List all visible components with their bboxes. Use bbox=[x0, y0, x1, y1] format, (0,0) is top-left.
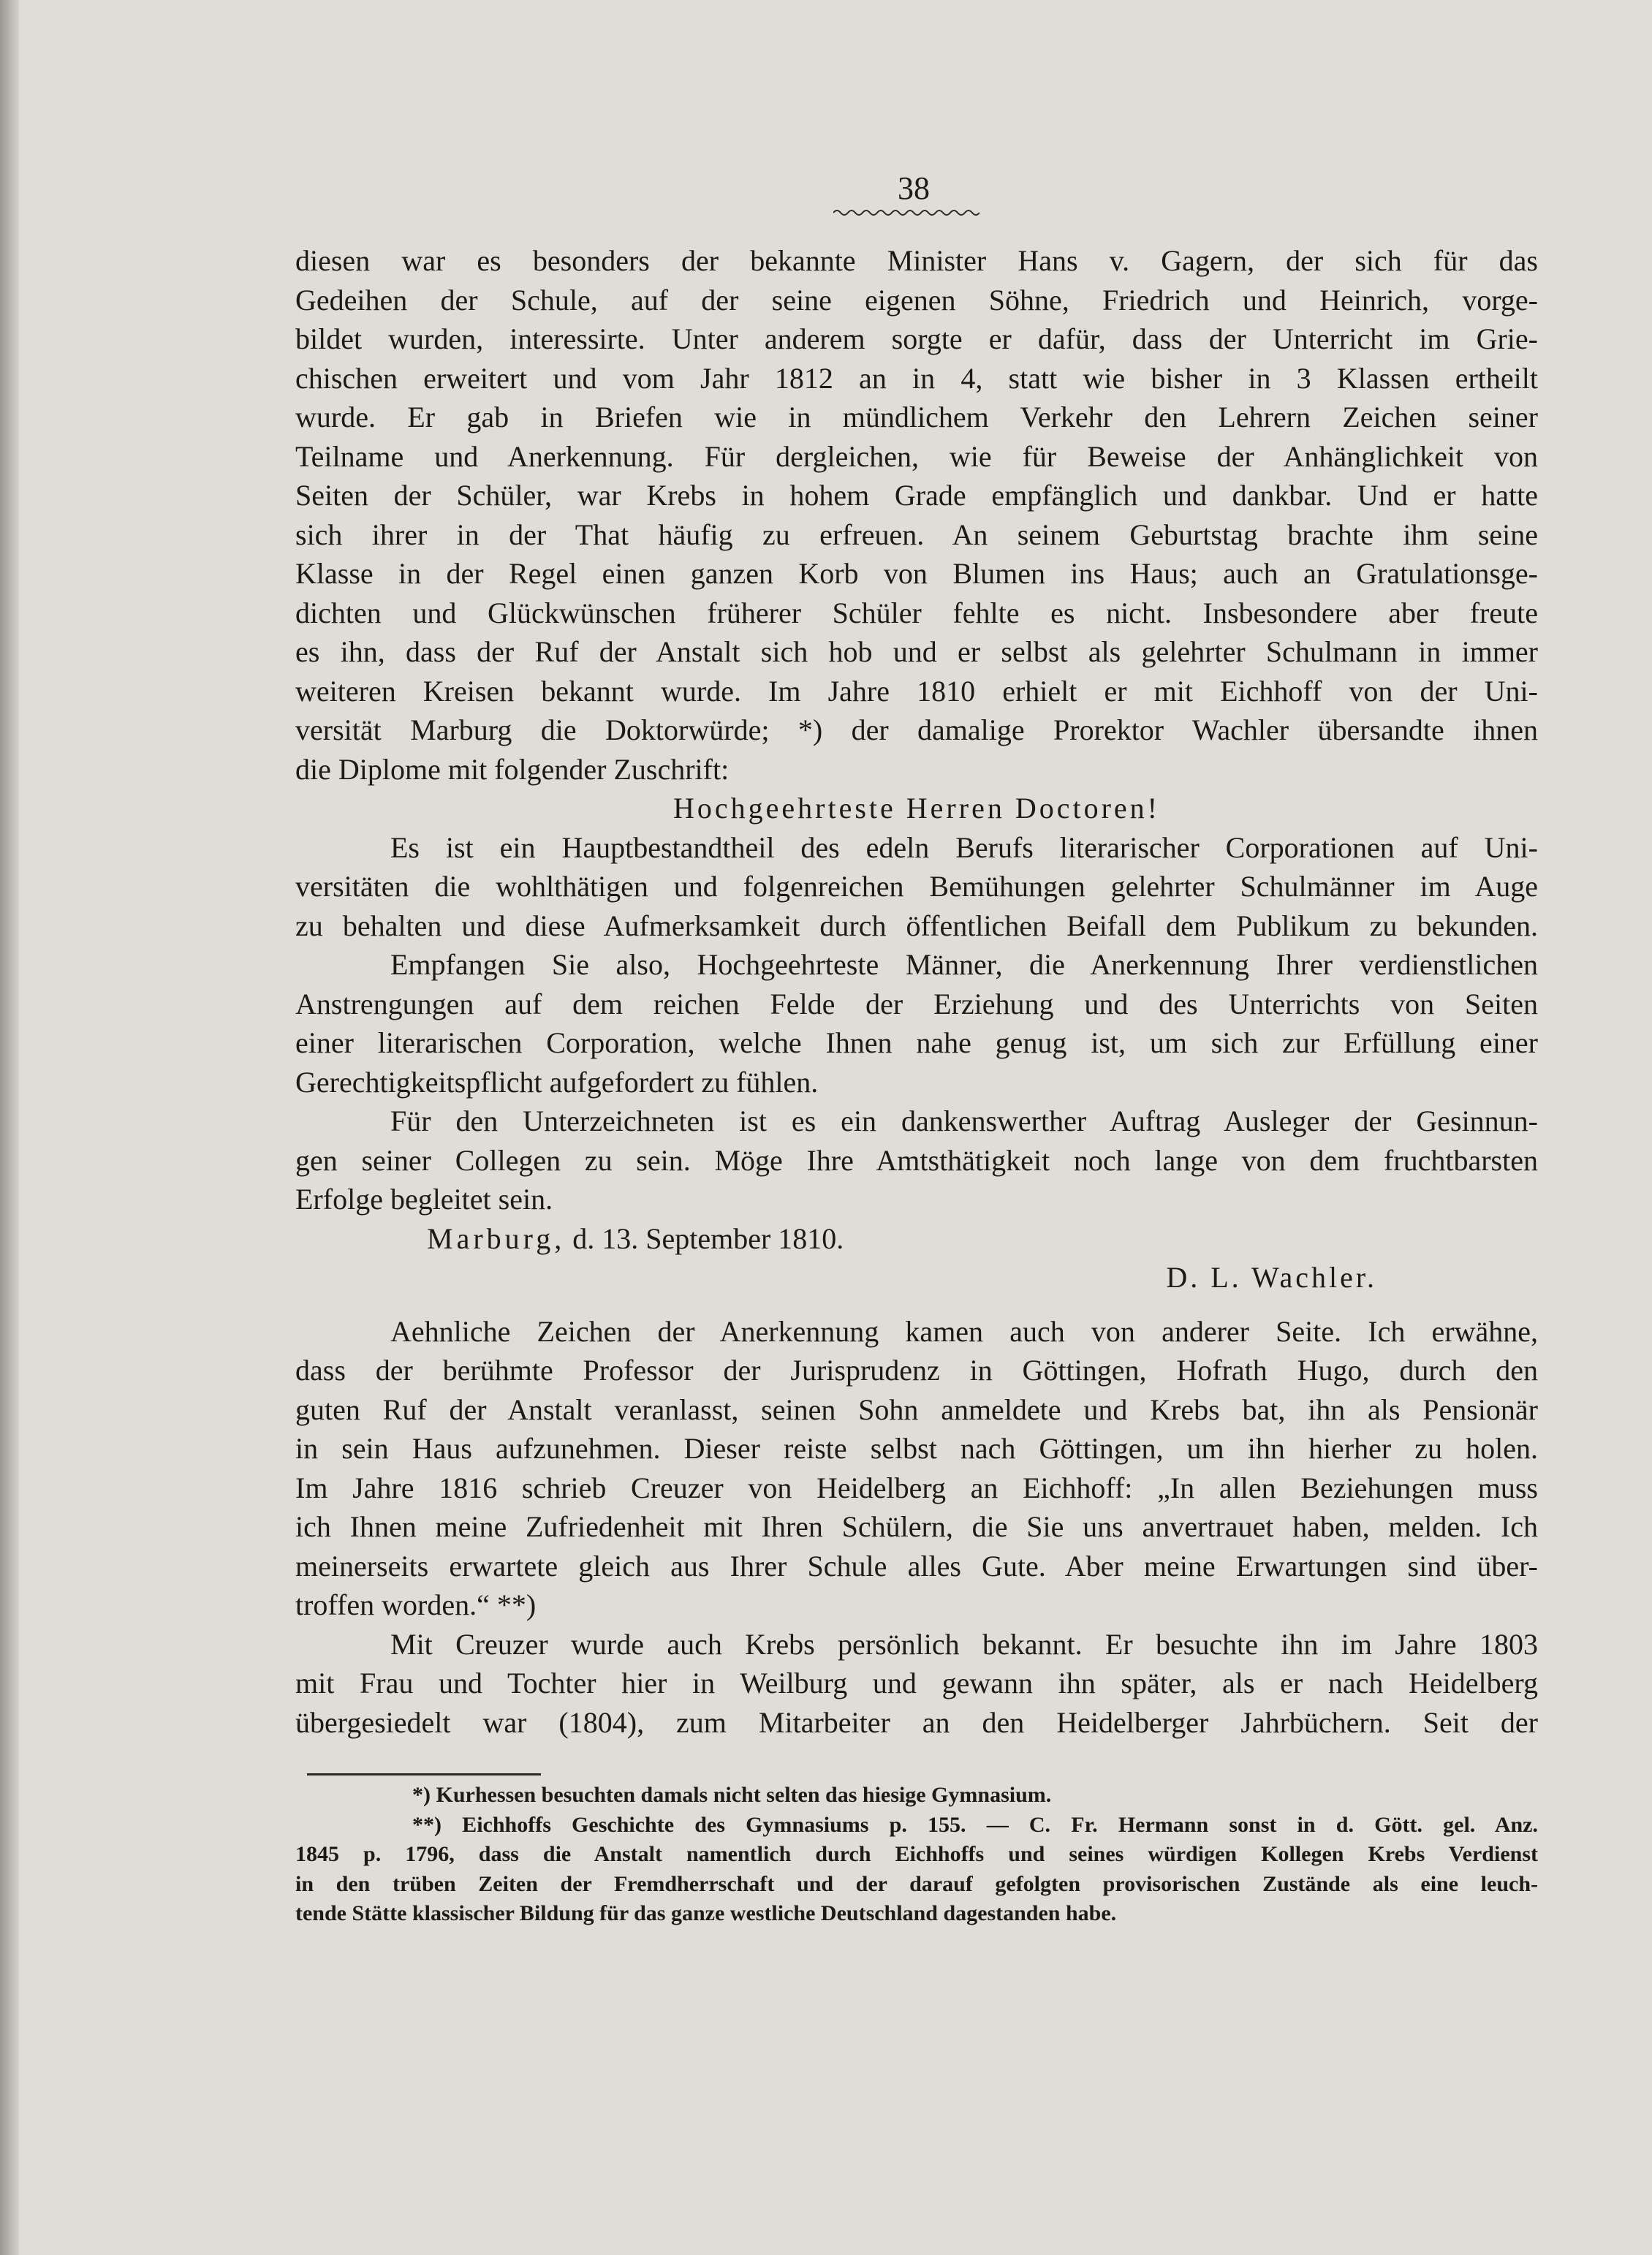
page-number: 38 bbox=[898, 170, 930, 206]
text-line: die Diplome mit folgender Zuschrift: bbox=[295, 752, 730, 786]
text-line: Klasse in der Regel einen ganzen Korb von Blumen ins Haus; auch an Gratulationsge- bbox=[295, 557, 1538, 590]
letter-line: versitäten die wohlthätigen und folgenreichen Bemühungen gelehrter Schulmänner im Auge bbox=[295, 870, 1538, 903]
text-line: troffen worden.“ **) bbox=[295, 1588, 537, 1621]
footnote-1: *) Kurhessen besuchten damals nicht selten das hiesige Gymnasium. bbox=[412, 1783, 1052, 1807]
footnote-2-line: **) Eichhoffs Geschichte des Gymnasiums p. 155. — C. Fr. Hermann sonst in d. Gött. gel. Anz. bbox=[412, 1812, 1538, 1837]
text-line: meinerseits erwartete gleich aus Ihrer Schule alles Gute. Aber meine Erwartungen sind über- bbox=[295, 1549, 1538, 1583]
letter-salutation: Hochgeehrteste Herren Doctoren! bbox=[673, 792, 1160, 825]
footnotes bbox=[295, 1781, 1538, 1929]
letter-line: Erfolge begleitet sein. bbox=[295, 1183, 553, 1216]
text-line: dichten und Glückwünschen früherer Schüler fehlte es nicht. Insbesondere aber freute bbox=[295, 596, 1538, 629]
footnote-rule bbox=[307, 1773, 541, 1775]
letter-line: zu behalten und diese Aufmerksamkeit durch öffentlichen Beifall dem Publikum zu bekunden. bbox=[295, 909, 1538, 942]
text-line: bildet wurden, interessirte. Unter anderem sorgte er dafür, dass der Unterricht im Grie- bbox=[295, 322, 1538, 355]
text-line: Gedeihen der Schule, auf der seine eigenen Söhne, Friedrich und Heinrich, vorge- bbox=[295, 283, 1538, 317]
text-line: Teilname und Anerkennung. Für dergleichen, wie für Beweise der Anhänglichkeit von bbox=[295, 439, 1538, 473]
letter-line: Es ist ein Hauptbestandtheil des edeln Berufs literarischer Corporationen auf Uni- bbox=[390, 830, 1538, 864]
letter-place: Marburg, bbox=[427, 1221, 566, 1255]
letter-line: einer literarischen Corporation, welche Ihnen nahe genug ist, um sich zur Erfüllung einer bbox=[295, 1026, 1538, 1059]
text-line: übergesiedelt war (1804), zum Mitarbeiter an den Heidelberger Jahrbüchern. Seit der bbox=[295, 1705, 1538, 1739]
text-line: ich Ihnen meine Zufriedenheit mit Ihren Schülern, die Sie uns anvertrauet haben, melden. Ich bbox=[295, 1510, 1538, 1543]
letter-line: Für den Unterzeichneten ist es ein dankenswerther Auftrag Ausleger der Gesinnun- bbox=[390, 1104, 1538, 1137]
text-line: mit Frau und Tochter hier in Weilburg und gewann ihn später, als er nach Heidelberg bbox=[295, 1667, 1538, 1699]
ornamental-wavy-rule bbox=[833, 208, 980, 218]
text-line: weiteren Kreisen bekannt wurde. Im Jahre 1810 erhielt er mit Eichhoff von der Uni- bbox=[295, 674, 1538, 708]
text-line: Mit Creuzer wurde auch Krebs persönlich bekannt. Er besuchte ihn im Jahre 1803 bbox=[390, 1627, 1538, 1661]
footnote-2-line: tende Stätte klassischer Bildung für das ganze westliche Deutschland dagestanden habe. bbox=[295, 1901, 1117, 1925]
page-edge-shadow bbox=[0, 0, 19, 2255]
text-line: Im Jahre 1816 schrieb Creuzer von Heidelberg an Eichhoff: „In allen Beziehungen muss bbox=[295, 1471, 1538, 1504]
letter-line: Empfangen Sie also, Hochgeehrteste Männer, die Anerkennung Ihrer verdienstlichen bbox=[390, 948, 1538, 981]
text-line: es ihn, dass der Ruf der Anstalt sich hob und er selbst als gelehrter Schulmann in immer bbox=[295, 635, 1538, 668]
text-line: wurde. Er gab in Briefen wie in mündlichem Verkehr den Lehrern Zeichen seiner bbox=[295, 401, 1538, 433]
text-line: in sein Haus aufzunehmen. Dieser reiste selbst nach Göttingen, um ihn hierher zu holen. bbox=[295, 1432, 1538, 1465]
letter-date: d. 13. September 1810. bbox=[572, 1221, 844, 1255]
footnote-2-line: in den trüben Zeiten der Fremdherrschaft und der darauf gefolgten provisorischen Zustände als eine leuch- bbox=[295, 1871, 1538, 1896]
text-line: Seiten der Schüler, war Krebs in hohem Grade empfänglich und dankbar. Und er hatte bbox=[295, 479, 1538, 512]
text-line: sich ihrer in der That häufig zu erfreuen. An seinem Geburtstag brachte ihm seine bbox=[295, 518, 1538, 551]
text-line: diesen war es besonders der bekannte Minister Hans v. Gagern, der sich für das bbox=[295, 244, 1538, 277]
footnote-2-line: 1845 p. 1796, dass die Anstalt namentlich durch Eichhoffs und seines würdigen Kollegen Krebs Verdienst bbox=[295, 1842, 1538, 1866]
text-line: guten Ruf der Anstalt veranlasst, seinen Sohn anmeldete und Krebs bat, ihn als Pensionär bbox=[295, 1392, 1538, 1426]
letter-line: gen seiner Collegen zu sein. Möge Ihre Amtsthätigkeit noch lange von dem fruchtbarsten bbox=[295, 1143, 1538, 1177]
letter-line: Anstrengungen auf dem reichen Felde der Erziehung und des Unterrichts von Seiten bbox=[295, 987, 1538, 1020]
text-line: versität Marburg die Doktorwürde; *) der damalige Prorektor Wachler übersandte ihnen bbox=[295, 713, 1538, 746]
main-text bbox=[295, 241, 1538, 1742]
letter-dateline bbox=[295, 1219, 1538, 1259]
text-line: chischen erweitert und vom Jahr 1812 an in 4, statt wie bisher in 3 Klassen ertheilt bbox=[295, 361, 1538, 395]
text-line: Aehnliche Zeichen der Anerkennung kamen auch von anderer Seite. Ich erwähne, bbox=[390, 1314, 1538, 1348]
letter-signature: D. L. Wachler. bbox=[1166, 1261, 1377, 1294]
text-line: dass der berühmte Professor der Jurisprudenz in Göttingen, Hofrath Hugo, durch den bbox=[295, 1354, 1538, 1387]
letter-line: Gerechtigkeitspflicht aufgefordert zu fühlen. bbox=[295, 1065, 819, 1099]
